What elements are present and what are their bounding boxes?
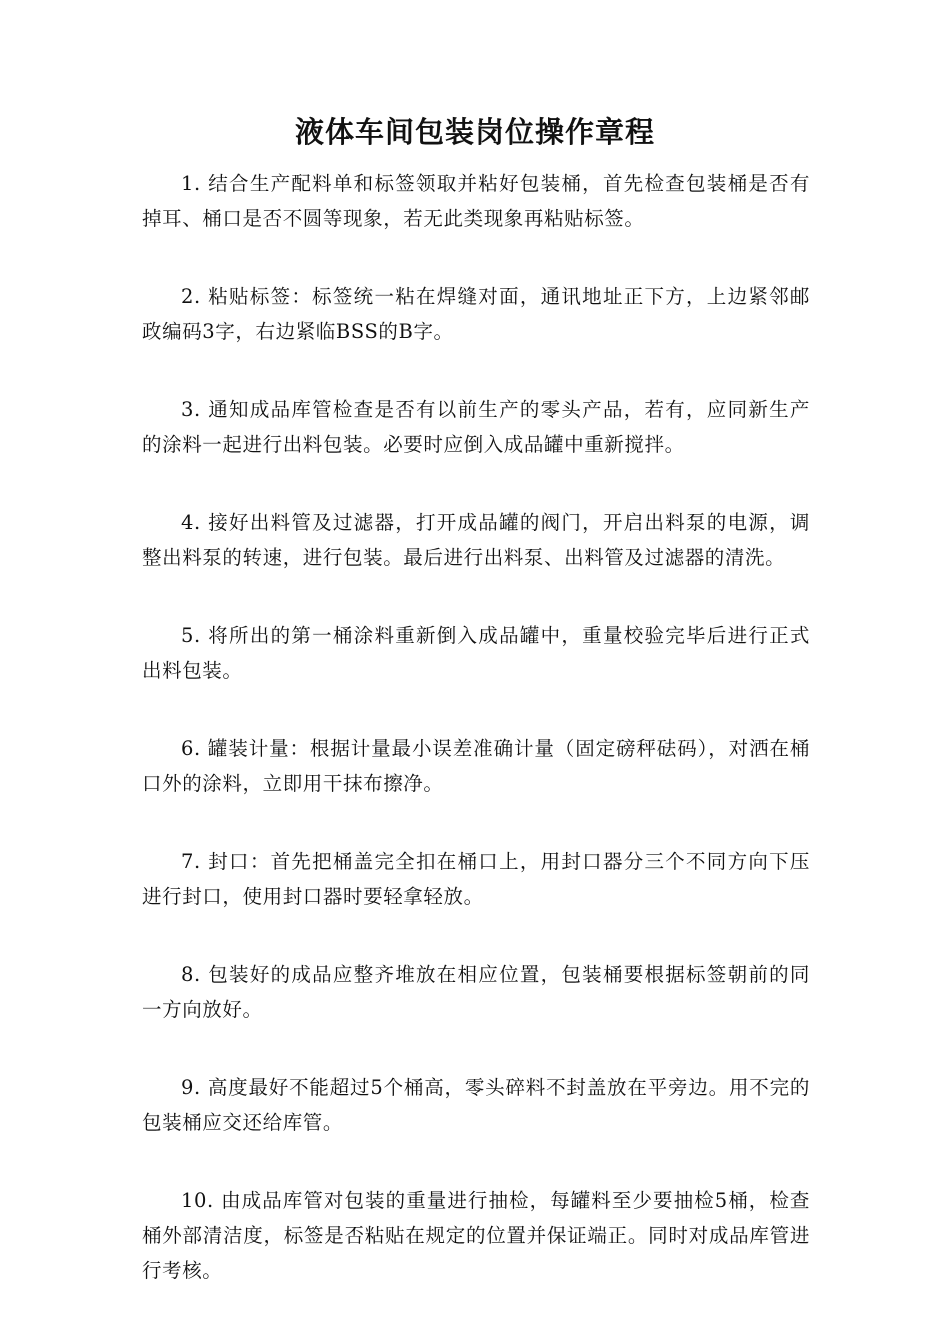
paragraph-6: 6. 罐装计量：根据计量最小误差准确计量（固定磅秤砝码），对洒在桶口外的涂料，立即用干抹布擦净。 bbox=[142, 737, 810, 795]
paragraph-2: 2. 粘贴标签：标签统一粘在焊缝对面，通讯地址正下方，上边紧邻邮政编码3字，右边紧临BSS的B字。 bbox=[142, 285, 810, 343]
paragraph-9: 9. 高度最好不能超过5个桶高，零头碎料不封盖放在平旁边。用不完的包装桶应交还给库管。 bbox=[142, 1076, 810, 1134]
paragraph-4: 4. 接好出料管及过滤器，打开成品罐的阀门，开启出料泵的电源，调整出料泵的转速，进行包装。最后进行出料泵、出料管及过滤器的清洗。 bbox=[142, 511, 810, 569]
paragraph-8: 8. 包装好的成品应整齐堆放在相应位置，包装桶要根据标签朝前的同一方向放好。 bbox=[142, 963, 810, 1021]
paragraph-5: 5. 将所出的第一桶涂料重新倒入成品罐中，重量校验完毕后进行正式出料包装。 bbox=[142, 624, 810, 682]
paragraph-1: 1. 结合生产配料单和标签领取并粘好包装桶，首先检查包装桶是否有掉耳、桶口是否不圆等现象，若无此类现象再粘贴标签。 bbox=[142, 172, 810, 230]
paragraph-3: 3. 通知成品库管检查是否有以前生产的零头产品，若有，应同新生产的涂料一起进行出料包装。必要时应倒入成品罐中重新搅拌。 bbox=[142, 398, 810, 456]
paragraph-10: 10. 由成品库管对包装的重量进行抽检，每罐料至少要抽检5桶，检查桶外部清洁度，标签是否粘贴在规定的位置并保证端正。同时对成品库管进行考核。 bbox=[142, 1189, 810, 1282]
document-title: 液体车间包装岗位操作章程 bbox=[294, 115, 655, 149]
paragraph-7: 7. 封口：首先把桶盖完全扣在桶口上，用封口器分三个不同方向下压进行封口，使用封口器时要轻拿轻放。 bbox=[142, 850, 810, 908]
document-body bbox=[142, 166, 810, 1331]
